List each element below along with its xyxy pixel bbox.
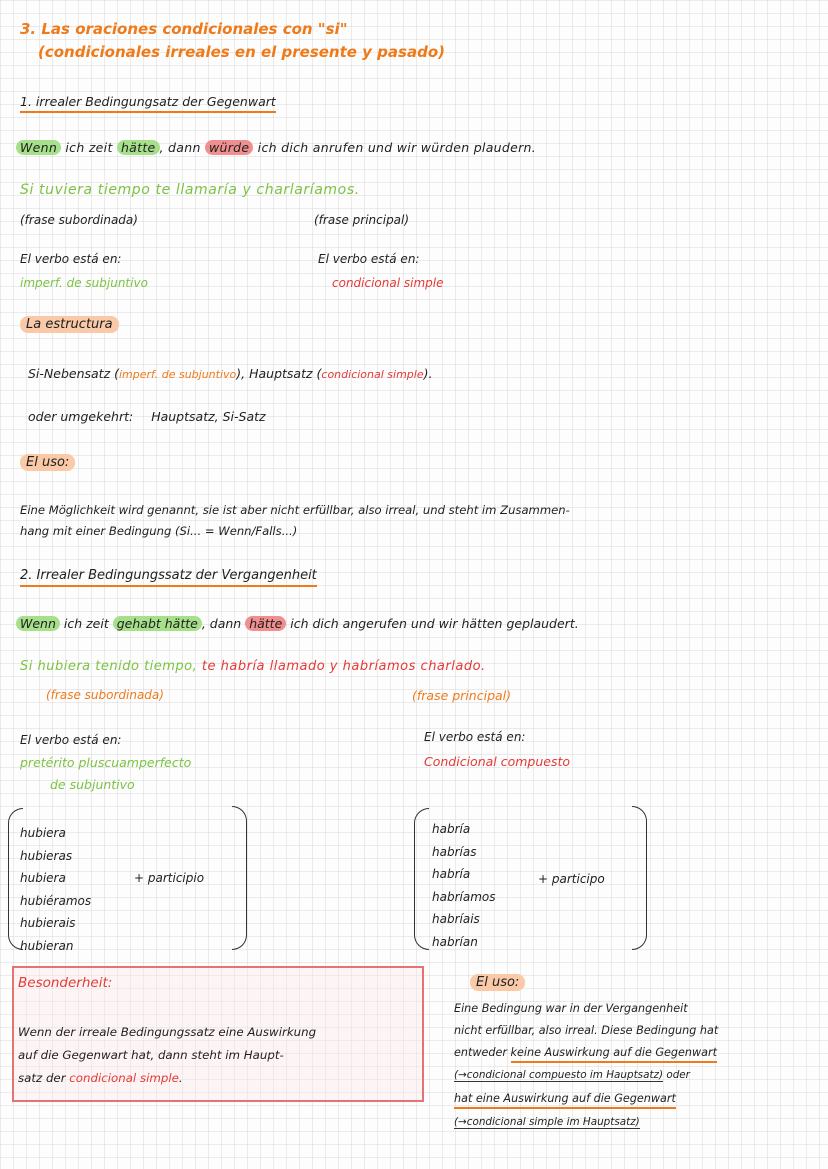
section2-example-de (16, 616, 579, 631)
uso2-line3 (454, 1046, 717, 1059)
example-es-sub: Si hubiera tenido tiempo, (20, 659, 198, 674)
section1-heading (20, 94, 276, 109)
example-de-text: ich dich angerufen und wir hätten geplaudert. (286, 616, 579, 631)
highlight-wenn: Wenn (16, 140, 61, 155)
uso2-line2: nicht erfüllbar, also irreal. Diese Bedingung hat (454, 1024, 719, 1037)
uso2-label-text: El uso: (470, 974, 525, 991)
uso2-line5 (454, 1092, 676, 1105)
estructura-formula (28, 366, 432, 381)
estructura-label (20, 317, 119, 332)
list-item: habríais (432, 912, 480, 926)
list-item: hubiera (20, 826, 66, 840)
umgekehrt-label: oder umgekehrt: (28, 409, 134, 424)
uso2-label (470, 975, 525, 990)
besonderheit-line3 (18, 1071, 183, 1085)
section1-example-de (16, 140, 536, 155)
verb-right-value-2: Condicional compuesto (424, 754, 571, 769)
list-item: hubieran (20, 938, 74, 953)
list-item: habrían (432, 934, 478, 949)
formula-text: ), Hauptsatz ( (236, 366, 322, 381)
highlight-wuerde: würde (205, 140, 253, 155)
uso2-line1: Eine Bedingung war in der Vergangenheit (454, 1002, 688, 1015)
verb-left-value-2b: de subjuntivo (50, 777, 135, 792)
section1-example-es: Si tuviera tiempo te llamaría y charlaríamos. (20, 182, 360, 198)
besonderheit-text: . (178, 1071, 183, 1085)
verb-right-value: condicional simple (332, 276, 444, 290)
list-item: habría (432, 822, 471, 836)
besonderheit-line2: auf die Gegenwart hat, dann steht im Haupt- (18, 1048, 284, 1062)
subjunctive-list (20, 822, 91, 957)
label-frase-subordinada-2: (frase subordinada) (46, 688, 164, 702)
example-de-text: , dann (159, 140, 205, 155)
uso2-compuesto: (→condicional compuesto im Hauptsatz) (454, 1069, 664, 1081)
example-de-text: , dann (201, 616, 246, 631)
uso-label (20, 455, 75, 470)
label-frase-subordinada: (frase subordinada) (20, 213, 138, 227)
uso2-eine: hat eine Auswirkung auf die Gegenwart (454, 1092, 676, 1109)
list-item: habríamos (432, 889, 496, 904)
page-subtitle: (condicionales irreales en el presente y pasado) (38, 43, 445, 61)
uso2-text: oder (663, 1069, 690, 1081)
highlight-haette: hätte (117, 140, 160, 155)
list-item: habrías (432, 844, 477, 859)
besonderheit-text: satz der (18, 1071, 70, 1085)
uso2-line4 (454, 1069, 690, 1081)
label-frase-principal-2: (frase principal) (412, 688, 512, 703)
verb-right-label-2: El verbo está en: (424, 730, 526, 744)
section1-heading-text: 1. irrealer Bedingungsatz der Gegenwart (20, 94, 276, 113)
page-title: 3. Las oraciones condicionales con "si" (20, 20, 348, 38)
besonderheit-condicional: condicional simple (69, 1071, 179, 1085)
label-frase-principal: (frase principal) (314, 213, 410, 227)
formula-text: ). (423, 366, 433, 381)
example-de-text: ich zeit (59, 616, 113, 631)
section2-example-es (20, 659, 486, 674)
uso2-text: entweder (454, 1046, 511, 1059)
cond-participio: + participo (538, 872, 605, 886)
umgekehrt-line (28, 409, 266, 424)
highlight-gehabt-haette: gehabt hätte (113, 616, 202, 631)
besonderheit-title: Besonderheit: (18, 975, 113, 991)
list-item: hubiera (20, 871, 66, 885)
list-item: hubieras (20, 848, 73, 863)
list-item: habría (432, 867, 471, 881)
verb-right-label: El verbo está en: (318, 252, 420, 266)
verb-left-label-2: El verbo está en: (20, 733, 122, 747)
uso-label-text: El uso: (20, 454, 75, 471)
uso2-line6 (454, 1116, 640, 1128)
section2-heading (20, 568, 317, 583)
formula-imperf: imperf. de subjuntivo (119, 368, 237, 381)
bracket-right (232, 806, 247, 950)
highlight-wenn: Wenn (16, 616, 60, 631)
estructura-label-text: La estructura (20, 316, 119, 333)
example-de-text: ich zeit (61, 140, 117, 155)
umgekehrt-value: Hauptsatz, Si-Satz (151, 409, 266, 424)
besonderheit-line1: Wenn der irreale Bedingungssatz eine Auswirkung (18, 1025, 317, 1039)
section2-heading-text: 2. Irrealer Bedingungssatz der Vergangenheit (20, 568, 317, 587)
bracket-left (414, 808, 429, 950)
uso-line2: hang mit einer Bedingung (Si... = Wenn/Falls...) (20, 524, 298, 538)
example-de-text: ich dich anrufen und wir würden plaudern. (253, 140, 537, 155)
verb-left-value-2: pretérito pluscuamperfecto (20, 755, 192, 770)
subj-participio: + participio (134, 871, 205, 885)
highlight-haette: hätte (245, 616, 286, 631)
list-item: hubiéramos (20, 893, 92, 908)
list-item: hubierais (20, 916, 76, 930)
formula-condicional: condicional simple (321, 368, 424, 381)
verb-left-value: imperf. de subjuntivo (20, 276, 148, 290)
verb-left-label: El verbo está en: (20, 252, 122, 266)
conditional-list (432, 818, 495, 953)
example-es-main: te habría llamado y habríamos charlado. (197, 659, 486, 674)
uso2-simple: (→condicional simple im Hauptsatz) (454, 1116, 640, 1128)
bracket-right (632, 806, 647, 950)
formula-text: Si-Nebensatz ( (28, 366, 119, 381)
uso2-keine: keine Auswirkung auf die Gegenwart (511, 1046, 717, 1063)
uso-line1: Eine Möglichkeit wird genannt, sie ist aber nicht erfüllbar, also irreal, und steht im Zusammen- (20, 503, 570, 517)
